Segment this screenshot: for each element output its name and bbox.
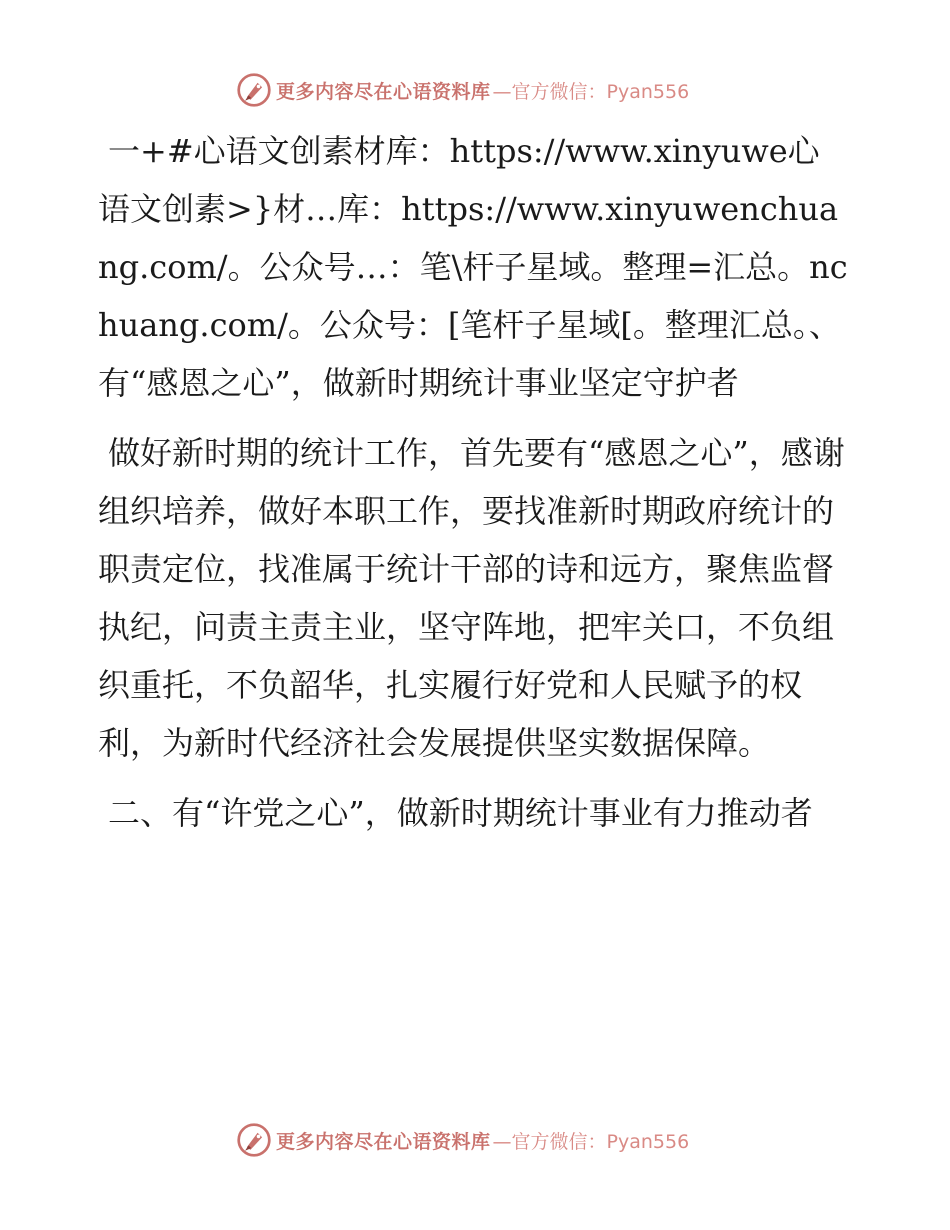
banner-contact-text: —官方微信：Pyan556 [492,80,690,103]
paragraph-1: 一+#心语文创素材库：https://www.xinyuwe心语文创素>}材…库：https://www.xinyuwenchuang.com/。公众号…：笔\杆子星域。整理=汇总。nchuang.com/。公众号：[笔杆子星域[。整理汇总。、有“感恩之心”，做新时期统计事业坚定守护者 [98,132,848,402]
pen-nib-logo-icon [236,1122,272,1158]
footer-banner [236,1120,689,1160]
paragraph-2: 做好新时期的统计工作，首先要有“感恩之心”，感谢组织培养，做好本职工作，要找准新时期政府统计的职责定位，找准属于统计干部的诗和远方，聚焦监督执纪，问责主责主业，坚守阵地，把牢关口，不负组织重托，不负韶华，扎实履行好党和人民赋予的权利，为新时代经济社会发展提供坚实数据保障。 [98,434,845,762]
pen-nib-logo-icon [236,72,272,108]
document-body [98,122,850,854]
header-banner [236,70,689,110]
banner-main-text: 更多内容尽在心语资料库 [276,80,491,103]
banner-main-text: 更多内容尽在心语资料库 [276,1130,491,1153]
banner-contact-text: —官方微信：Pyan556 [492,1130,690,1153]
paragraph-3: 二、有“许党之心”，做新时期统计事业有力推动者 [108,794,813,832]
